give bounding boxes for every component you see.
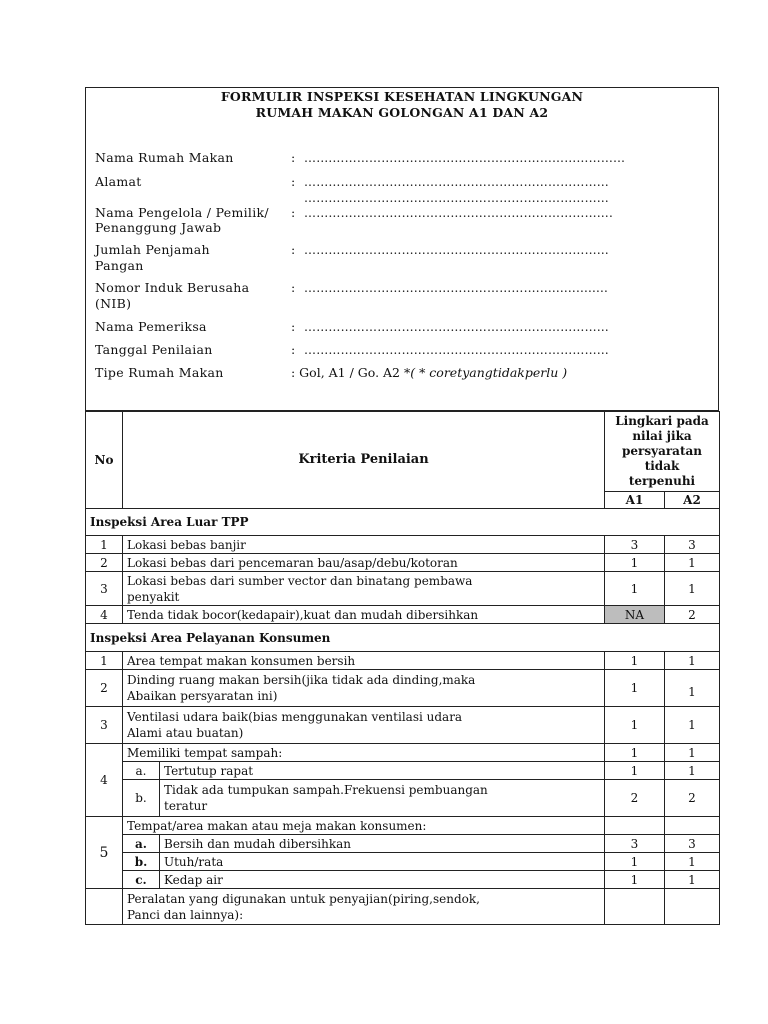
section-title-pelayanan: Inspeksi Area Pelayanan Konsumen	[86, 624, 720, 652]
pengelola-label-line1: Nama Pengelola / Pemilik/	[95, 205, 269, 220]
table-subrow	[86, 762, 720, 780]
row-no: 3	[86, 572, 123, 606]
row-criteria	[123, 889, 605, 925]
form-title-line1: FORMULIR INSPEKSI KESEHATAN LINGKUNGAN	[220, 89, 584, 104]
penjamah-label-line2: Pangan	[95, 258, 144, 273]
table-row	[86, 889, 720, 925]
assessment-table	[85, 411, 720, 925]
row-criteria-line: Alami atau buatan)	[127, 726, 244, 740]
tipe-value: : Gol, A1 / Go. A2 *	[291, 365, 411, 380]
score-a2[interactable]: 1	[665, 554, 720, 572]
header-kriteria: Kriteria Penilaian	[123, 412, 605, 509]
header-a2: A2	[665, 492, 720, 509]
score-a2[interactable]: 1	[665, 572, 720, 606]
table-row	[86, 606, 720, 624]
colon: :	[291, 342, 296, 357]
colon: :	[291, 150, 296, 165]
nama-rumah-makan-field: …….………………………………………………………………	[304, 151, 626, 165]
row-criteria	[123, 707, 605, 744]
row-criteria-line: Panci dan lainnya):	[127, 907, 244, 922]
table-row	[86, 572, 720, 606]
header-a1: A1	[605, 492, 665, 509]
sub-criteria-line: teratur	[164, 799, 208, 813]
colon: :	[291, 242, 296, 257]
section-row	[86, 509, 720, 536]
tanggal-field: …………………………………………………………………	[304, 343, 609, 357]
row-no: 4	[86, 606, 123, 624]
penjamah-field: …………………………………………………………………	[304, 243, 609, 257]
section-title-luar: Inspeksi Area Luar TPP	[86, 509, 720, 536]
row-criteria-line: Lokasi bebas dari sumber vector dan binatang pembawa	[127, 573, 473, 588]
table-header-row	[86, 412, 720, 492]
row-no: 3	[86, 707, 123, 744]
score-a1-empty[interactable]	[605, 889, 665, 925]
score-a2[interactable]: 1	[665, 744, 720, 762]
score-a2-empty[interactable]	[665, 889, 720, 925]
score-a2[interactable]: 1	[665, 652, 720, 670]
sub-criteria: Utuh/rata	[160, 853, 605, 871]
row-no: 1	[86, 652, 123, 670]
alamat-label: Alamat	[95, 174, 142, 189]
colon: :	[291, 280, 296, 295]
score-a2[interactable]: 3	[665, 536, 720, 554]
score-a2[interactable]: 1	[665, 762, 720, 780]
row-criteria: Lokasi bebas dari pencemaran bau/asap/debu/kotoran	[123, 554, 605, 572]
score-a1[interactable]: 1	[605, 871, 665, 889]
row-criteria	[123, 670, 605, 707]
pengelola-field: ………………………………………………………………….	[304, 206, 614, 220]
table-row	[86, 536, 720, 554]
colon: :	[291, 174, 296, 189]
table-subrow	[86, 871, 720, 889]
score-a1-empty[interactable]	[605, 817, 665, 835]
score-a2[interactable]: 2	[665, 606, 720, 624]
score-a2[interactable]: 1	[665, 707, 720, 744]
form-header-box	[85, 87, 719, 411]
table-row	[86, 652, 720, 670]
alamat-field-line2: …………………………………………………………………	[304, 191, 609, 205]
table-subrow	[86, 780, 720, 817]
row-no-empty	[86, 889, 123, 925]
table-subrow	[86, 853, 720, 871]
sub-criteria: Bersih dan mudah dibersihkan	[160, 835, 605, 853]
row-criteria: Memiliki tempat sampah:	[123, 744, 605, 762]
header-lingkari-line: tidak	[644, 459, 680, 473]
row-criteria-line: Ventilasi udara baik(bias menggunakan ventilasi udara	[127, 710, 463, 724]
row-criteria-line: Dinding ruang makan bersih(jika tidak ada dinding,maka	[127, 673, 476, 687]
score-a1[interactable]: 1	[605, 572, 665, 606]
score-a2[interactable]: 1	[665, 853, 720, 871]
table-row	[86, 554, 720, 572]
row-criteria-line: Abaikan persyaratan ini)	[127, 689, 278, 703]
colon: :	[291, 205, 296, 220]
row-criteria: Area tempat makan konsumen bersih	[123, 652, 605, 670]
row-criteria: Tenda tidak bocor(kedapair),kuat dan mudah dibersihkan	[123, 606, 605, 624]
score-a1[interactable]: 1	[605, 554, 665, 572]
row-criteria-line: penyakit	[127, 589, 180, 604]
score-a1[interactable]: 1	[605, 762, 665, 780]
nama-rumah-makan-label: Nama Rumah Makan	[95, 150, 234, 165]
tipe-label: Tipe Rumah Makan	[95, 365, 224, 380]
score-a2[interactable]: 3	[665, 835, 720, 853]
score-a1[interactable]: 1	[605, 853, 665, 871]
score-a1[interactable]: 1	[605, 707, 665, 744]
nib-field: …………………………………………………..................	[304, 281, 609, 295]
row-no: 2	[86, 670, 123, 707]
nib-label-line1: Nomor Induk Berusaha	[95, 280, 250, 295]
nib-label-line2: (NIB)	[95, 296, 132, 311]
header-lingkari	[605, 412, 720, 492]
score-a1[interactable]: 3	[605, 835, 665, 853]
score-a1[interactable]: 3	[605, 536, 665, 554]
score-a2[interactable]: 2	[665, 780, 720, 817]
sub-criteria: Tertutup rapat	[160, 762, 605, 780]
pemeriksa-label: Nama Pemeriksa	[95, 319, 207, 334]
sub-label: b.	[123, 780, 160, 817]
sub-label: b.	[123, 853, 160, 871]
sub-criteria	[160, 780, 605, 817]
score-a2[interactable]: 1	[665, 670, 720, 707]
form-title-line2: RUMAH MAKAN GOLONGAN A1 DAN A2	[255, 105, 549, 120]
row-no: 1	[86, 536, 123, 554]
sub-label: c.	[123, 871, 160, 889]
score-a1[interactable]: 1	[605, 744, 665, 762]
sub-criteria: Kedap air	[160, 871, 605, 889]
table-row	[86, 707, 720, 744]
header-no: No	[86, 412, 123, 509]
sub-criteria-line: Tidak ada tumpukan sampah.Frekuensi pembuangan	[164, 783, 488, 797]
tanggal-label: Tanggal Penilaian	[95, 342, 213, 357]
row-no: 4	[86, 744, 123, 817]
row-criteria: Tempat/area makan atau meja makan konsumen:	[123, 817, 605, 835]
header-lingkari-line: persyaratan	[622, 444, 702, 458]
row-criteria	[123, 572, 605, 606]
table-row	[86, 670, 720, 707]
alamat-field-line1: …………………………………………………………………	[304, 175, 609, 189]
score-a1[interactable]: 2	[605, 780, 665, 817]
score-a2[interactable]: 1	[665, 871, 720, 889]
colon: :	[291, 319, 296, 334]
tipe-note: ( * coretyangtidakperlu )	[410, 365, 568, 380]
section-row	[86, 624, 720, 652]
score-a2-empty[interactable]	[665, 817, 720, 835]
score-a1[interactable]: 1	[605, 652, 665, 670]
header-lingkari-line: nilai jika	[632, 429, 692, 443]
penjamah-label-line1: Jumlah Penjamah	[95, 242, 210, 257]
score-a1[interactable]: 1	[605, 670, 665, 707]
table-subrow	[86, 835, 720, 853]
pemeriksa-field: …………………………………………………………………	[304, 320, 609, 334]
table-row	[86, 817, 720, 835]
score-a1-na: NA	[605, 606, 665, 624]
header-lingkari-line: Lingkari pada	[615, 414, 709, 428]
header-lingkari-line: terpenuhi	[628, 474, 696, 488]
row-no: 5	[86, 817, 123, 889]
table-row	[86, 744, 720, 762]
row-no: 2	[86, 554, 123, 572]
pengelola-label-line2: Penanggung Jawab	[95, 220, 222, 235]
sub-label: a.	[123, 835, 160, 853]
sub-label: a.	[123, 762, 160, 780]
row-criteria: Lokasi bebas banjir	[123, 536, 605, 554]
row-criteria-line: Peralatan yang digunakan untuk penyajian(piring,sendok,	[127, 891, 480, 906]
tipe-field	[291, 365, 567, 380]
